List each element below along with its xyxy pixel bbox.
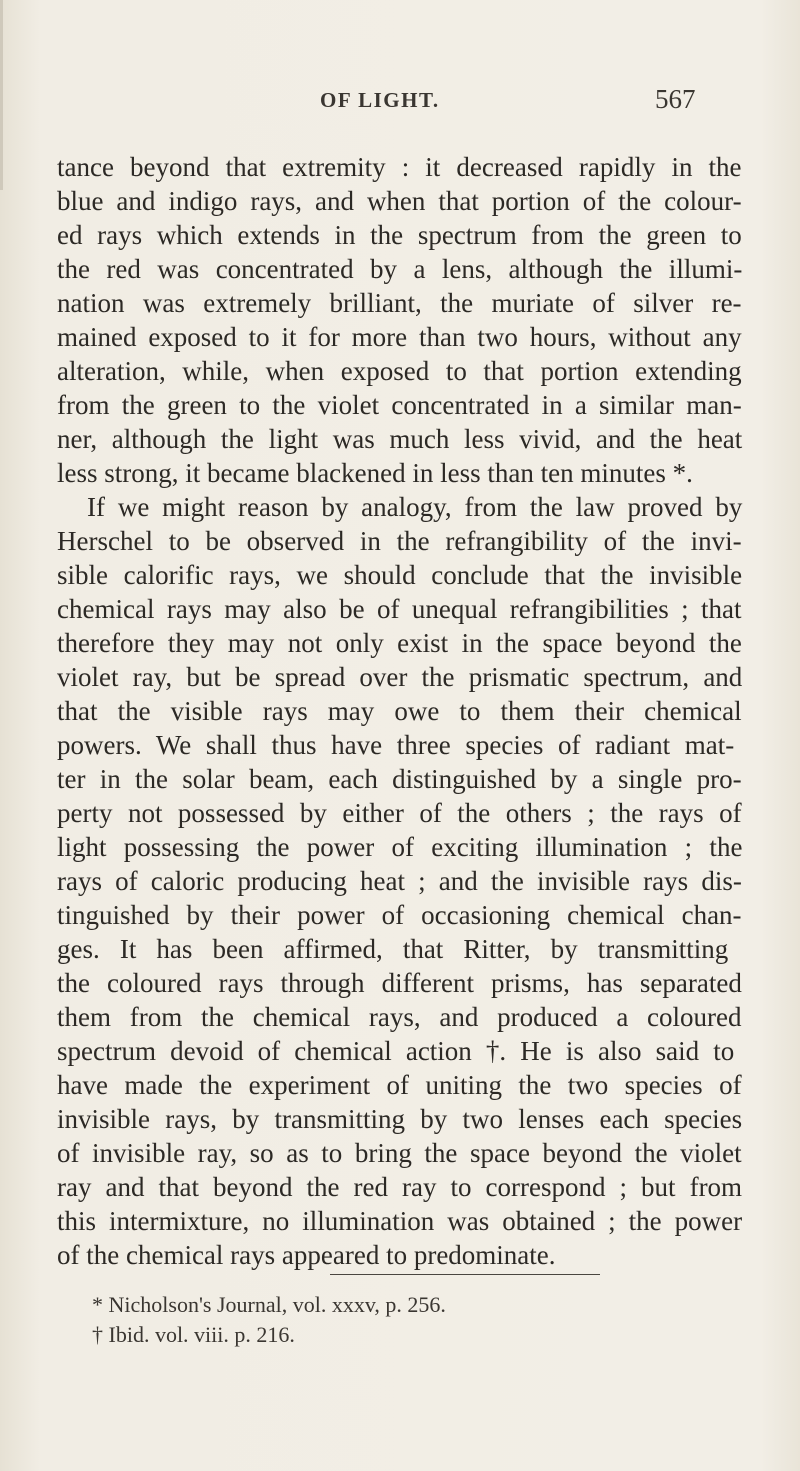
text-line: nation was extremely brilliant, the muriate of silver re- [57,288,742,318]
text-line: If we might reason by analogy, from the law proved by [87,492,743,522]
text-line: the red was concentrated by a lens, although the illumi- [57,254,743,284]
text-line: light possessing the power of exciting illumination ; the [57,832,743,862]
text-line: rays of caloric producing heat ; and the invisible rays dis- [57,866,742,896]
text-line: ter in the solar beam, each distinguished by a single pro- [57,764,742,794]
text-line: the coloured rays through different prisms, has separated [57,968,742,998]
footnote: * Nicholson's Journal, vol. xxxv, p. 256. [92,1292,446,1317]
text-line: from the green to the violet concentrated in a similar man- [57,390,742,420]
text-line: sible calorific rays, we should conclude that the invisible [57,560,743,590]
text-line: mained exposed to it for more than two hours, without any [57,322,742,352]
text-line: powers. We shall thus have three species of radiant mat- [57,730,735,760]
page-number: 567 [655,84,696,114]
text-line: of invisible ray, so as to bring the space beyond the violet [57,1138,742,1168]
text-line: perty not possessed by either of the others ; the rays of [57,798,742,828]
text-line: alteration, while, when exposed to that portion extending [57,356,742,386]
text-line: chemical rays may also be of unequal refrangibilities ; that [57,594,742,624]
text-line: this intermixture, no illumination was obtained ; the power [57,1206,743,1236]
page-header [0,84,800,128]
text-line: Herschel to be observed in the refrangibility of the invi- [57,526,742,556]
footnote-divider [330,1274,600,1275]
text-line: ner, although the light was much less vivid, and the heat [57,424,743,454]
text-line: ray and that beyond the red ray to correspond ; but from [57,1172,743,1202]
text-line: ges. It has been affirmed, that Ritter, by transmitting [57,934,729,964]
running-head: OF LIGHT. [320,88,440,112]
text-line: spectrum devoid of chemical action †. He is also said to [57,1036,735,1066]
text-line: therefore they may not only exist in the space beyond the [57,628,742,658]
text-line: invisible rays, by transmitting by two lenses each species [57,1104,743,1134]
text-line: of the chemical rays appeared to predominate. [57,1240,556,1270]
text-line: tance beyond that extremity : it decreased rapidly in the [57,152,742,182]
text-line: that the visible rays may owe to them their chemical [57,696,742,726]
text-line: have made the experiment of uniting the two species of [57,1070,742,1100]
text-line: tinguished by their power of occasioning chemical chan- [57,900,742,930]
text-line: less strong, it became blackened in less than ten minutes *. [57,458,693,488]
text-line: ed rays which extends in the spectrum from the green to [57,220,742,250]
text-line: them from the chemical rays, and produced a coloured [57,1002,742,1032]
text-line: violet ray, but be spread over the prismatic spectrum, and [57,662,743,692]
text-line: blue and indigo rays, and when that portion of the colour- [57,186,742,216]
footnote: † Ibid. vol. viii. p. 216. [92,1322,295,1347]
